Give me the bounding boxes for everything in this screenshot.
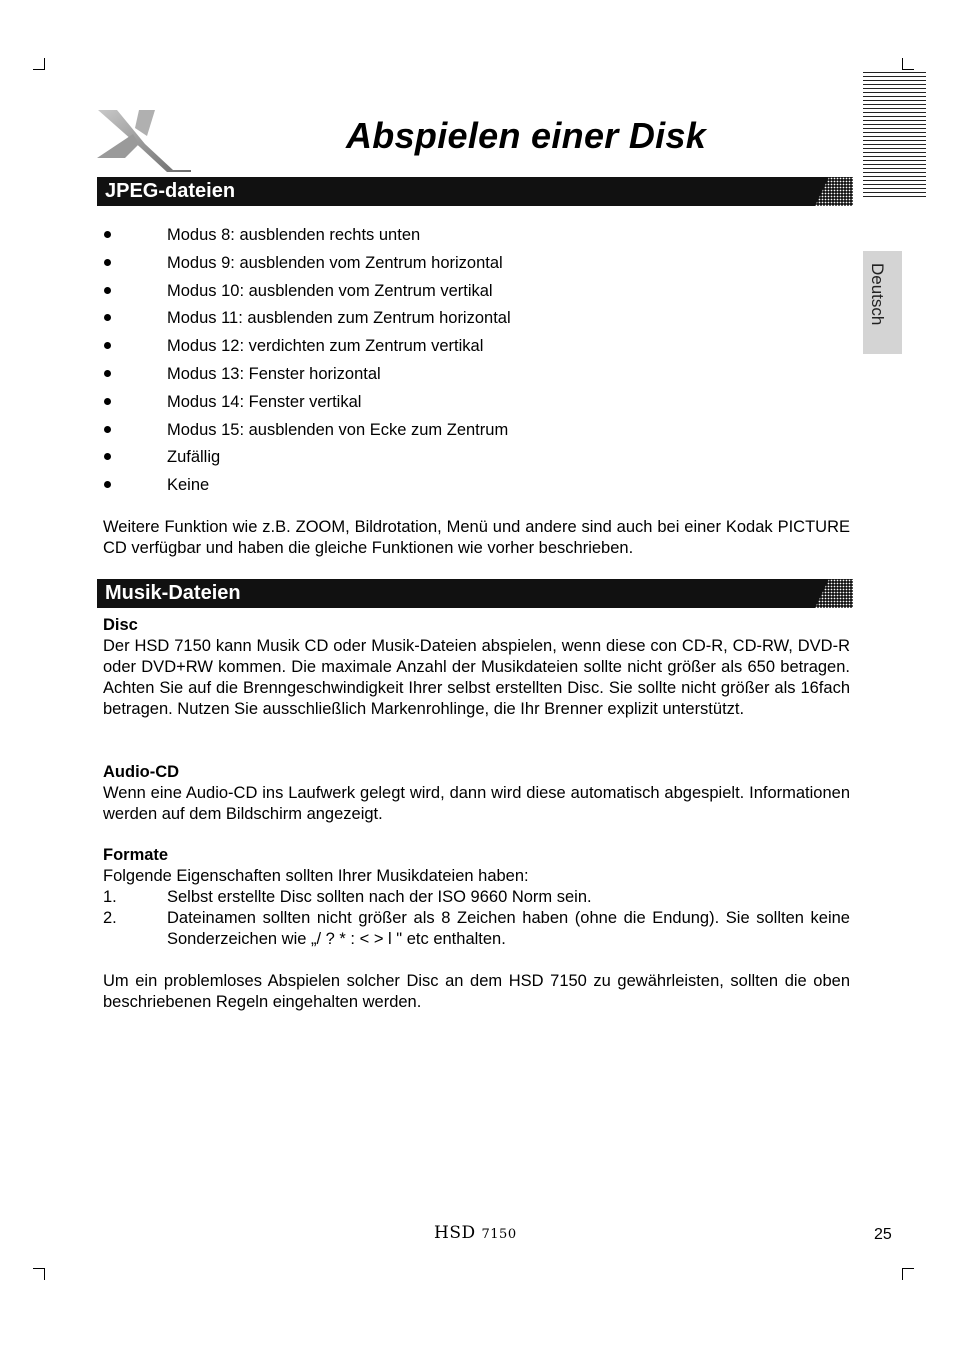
subheading-disc: Disc [103,616,138,634]
language-tab [863,251,902,354]
crop-mark-top-left [33,58,45,70]
section-heading-music: Musik-Dateien [105,582,241,604]
list-item: Modus 8: ausblenden rechts unten [103,225,511,253]
page-title: Abspielen einer Disk [346,115,707,156]
bullet-icon [104,426,111,433]
bullet-icon [104,314,111,321]
section-heading-bar-music [97,579,853,608]
jpeg-paragraph: Weitere Funktion wie z.B. ZOOM, Bildrotation, Menü und andere sind auch bei einer Kodak PICTURE CD verfügbar und haben die gleiche Funktionen wie vorher beschrieben. [103,518,850,557]
section-heading-jpeg: JPEG-dateien [105,180,236,202]
list-item: Zufällig [103,447,511,475]
footer-model-name: HSD 7150 [434,1223,517,1243]
bullet-icon [104,342,111,349]
crop-mark-top-right [902,58,914,70]
list-item: Modus 15: ausblenden von Ecke zum Zentrum [103,420,511,448]
list-item: Modus 12: verdichten zum Zentrum vertikal [103,336,511,364]
bullet-icon [104,259,111,266]
crop-mark-bottom-left [33,1268,45,1280]
page-number: 25 [874,1226,892,1243]
language-tab-label: Deutsch [868,263,887,326]
formate-intro: Folgende Eigenschaften sollten Ihrer Musikdateien haben: [103,867,529,885]
crop-mark-bottom-right [902,1268,914,1280]
list-item: Keine [103,475,511,503]
list-item: Modus 11: ausblenden zum Zentrum horizontal [103,308,511,336]
decorative-stripes [863,72,926,200]
formate-list [103,887,850,950]
bullet-icon [104,231,111,238]
list-item: Modus 10: ausblenden vom Zentrum vertikal [103,281,511,309]
list-item: Modus 9: ausblenden vom Zentrum horizontal [103,253,511,281]
subheading-audio-cd: Audio-CD [103,763,180,781]
disc-paragraph: Der HSD 7150 kann Musik CD oder Musik-Dateien abspielen, wenn diese con CD-R, CD-RW, DVD-R oder DVD+RW kommen. Die maximale Anzahl der Musikdateien sollte nicht größer als 650 betragen. Achten Sie auf die Brenngeschwindigkeit Ihrer selbst erstellten Disc. Sie sollte nicht größer als 16fach betragen. Nutzen Sie ausschließlich Markenrohlinge, die Ihr Brenner explizit unterstützt. [103,637,850,718]
bullet-icon [104,370,111,377]
bullet-icon [104,287,111,294]
bullet-icon [104,481,111,488]
halftone-dots-icon [815,177,853,206]
list-item: 1. Selbst erstellte Disc sollten nach der ISO 9660 Norm sein. [103,888,592,906]
closing-paragraph: Um ein problemloses Abspielen solcher Disc an dem HSD 7150 zu gewährleisten, sollten die oben beschriebenen Regeln eingehalten werden. [103,972,850,1011]
jpeg-mode-list [103,225,511,503]
list-item: Modus 14: Fenster vertikal [103,392,511,420]
list-item: Modus 13: Fenster horizontal [103,364,511,392]
subheading-formate: Formate [103,846,169,864]
halftone-dots-icon [815,579,853,608]
bullet-icon [104,398,111,405]
list-item: 2. Dateinamen sollten nicht größer als 8 Zeichen haben (ohne die Endung). Sie sollten keine Sonderzeichen wie „/ ? * : < > l " etc enthalten. [103,909,850,948]
bullet-icon [104,453,111,460]
brand-logo-x-icon [95,106,193,172]
audio-cd-paragraph: Wenn eine Audio-CD ins Laufwerk gelegt wird, dann wird diese automatisch abgespielt. Informationen werden auf dem Bildschirm angezeigt. [103,784,850,823]
section-heading-bar-jpeg [97,177,853,206]
